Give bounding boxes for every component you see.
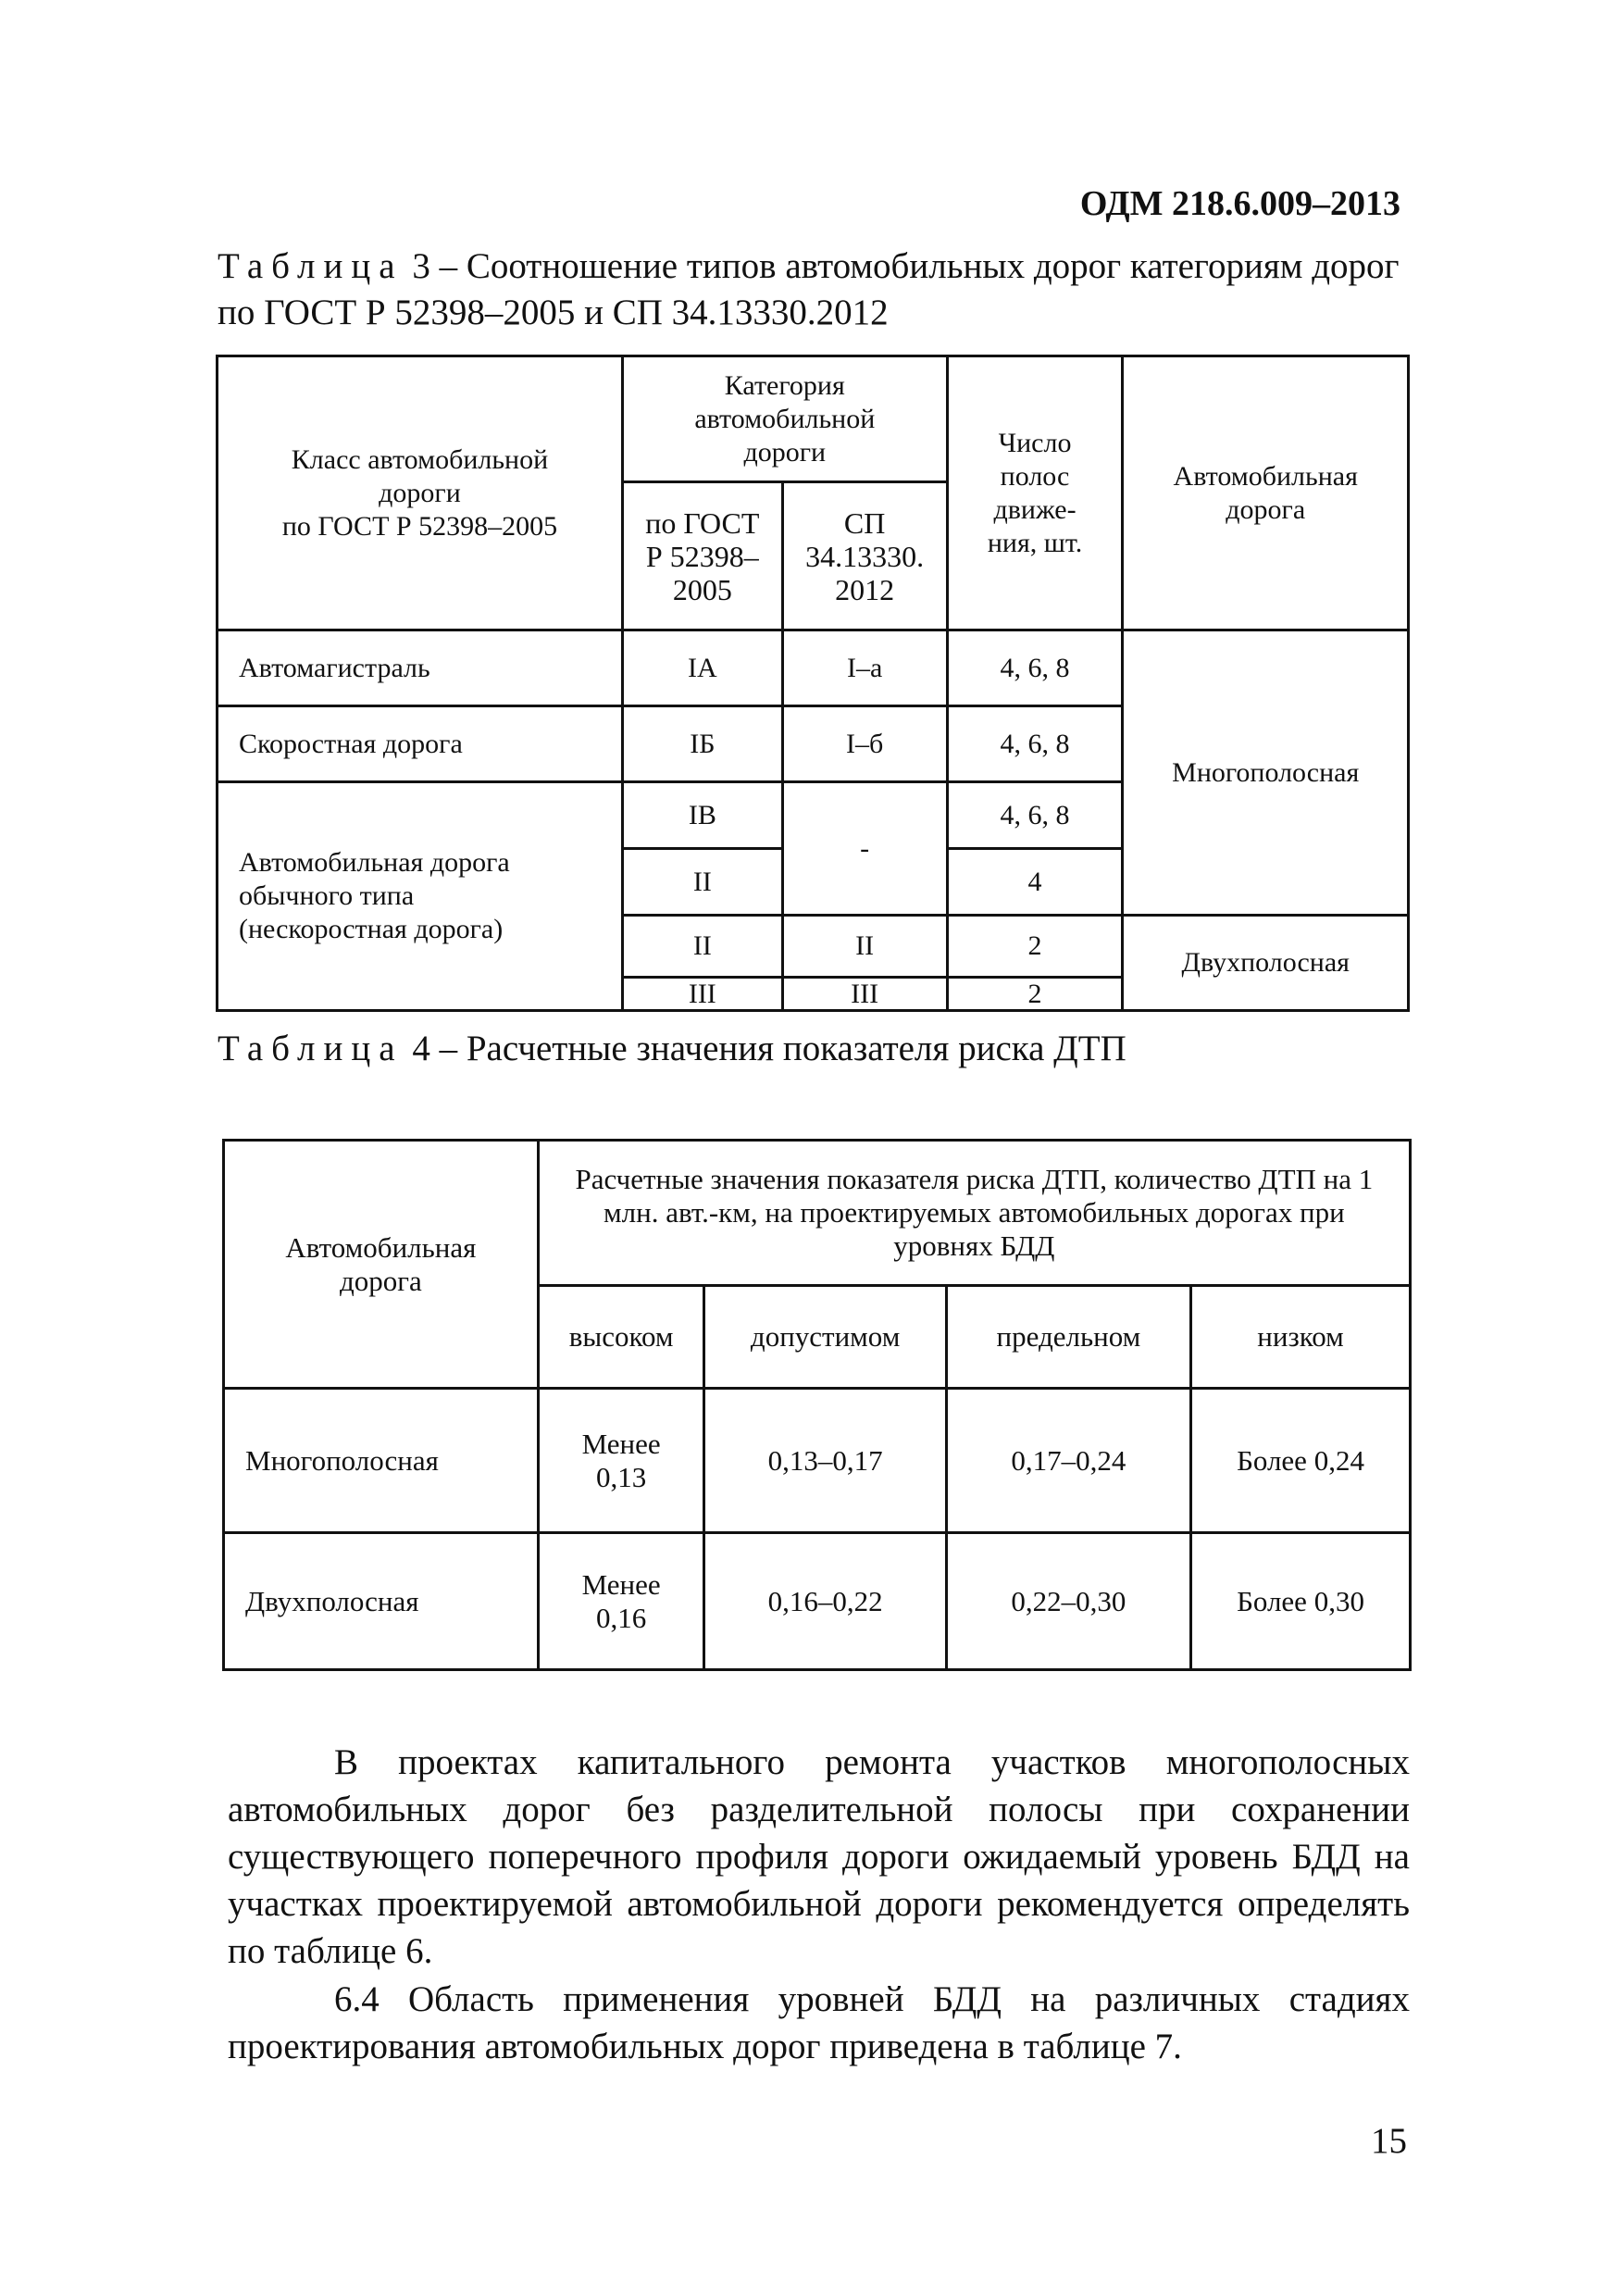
table3-header-class-line2: дороги <box>379 477 461 508</box>
table3-header-category-gost: по ГОСТ Р 52398– 2005 <box>622 482 782 630</box>
table4-header-values: Расчетные значения показателя риска ДТП, количество ДТП на 1 млн. авт.-км, на проектируемых автомобильных дорогах при уровнях БДД <box>538 1141 1410 1286</box>
table3-row2-lanes: 4, 6, 8 <box>947 706 1123 782</box>
table3-header-category: Категория автомобильной дороги <box>622 356 947 482</box>
table3-row1-sp: I–а <box>782 630 947 706</box>
document-code: ОДМ 218.6.009–2013 <box>1079 184 1400 223</box>
table3-caption <box>218 243 1412 336</box>
table4-row1-road: Многополосная <box>224 1389 539 1533</box>
table3-header-road: Автомобильная дорога <box>1123 356 1409 630</box>
table3-header-class-line1: Класс автомобильной <box>291 443 549 475</box>
table3 <box>216 355 1410 1012</box>
table3-row5-lanes: 2 <box>947 916 1123 978</box>
table4-header-high: высоком <box>538 1286 704 1389</box>
table3-row1-class: Автомагистраль <box>218 630 623 706</box>
table4-caption-text: – Расчетные значения показателя риска ДТП <box>429 1029 1126 1068</box>
table3-row6-gost: III <box>622 978 782 1011</box>
table4 <box>222 1139 1412 1671</box>
table4-row1-limit: 0,17–0,24 <box>946 1389 1190 1533</box>
table4-row1-high: Менее 0,13 <box>538 1389 704 1533</box>
table4-row2-high: Менее 0,16 <box>538 1533 704 1670</box>
table3-row3-class-line2: обычного типа <box>239 880 415 911</box>
table3-row3-gost: IВ <box>622 782 782 849</box>
table3-road-twolane: Двухполосная <box>1123 916 1409 1011</box>
table4-row <box>224 1533 1411 1670</box>
table4-row2-low: Более 0,30 <box>1191 1533 1411 1670</box>
table3-row4-gost: II <box>622 849 782 916</box>
table4-row2-acceptable: 0,16–0,22 <box>704 1533 946 1670</box>
table3-row3-sp: - <box>782 782 947 916</box>
table4-caption <box>218 1026 1412 1072</box>
table3-row3-class-line3: (нескоростная дорога) <box>239 914 504 944</box>
table3-row2-class: Скоростная дорога <box>218 706 623 782</box>
table3-row5-gost: II <box>622 916 782 978</box>
table3-row2-sp: I–б <box>782 706 947 782</box>
table3-road-multilane: Многополосная <box>1123 630 1409 916</box>
table4-row2-road: Двухполосная <box>224 1533 539 1670</box>
table4-row <box>224 1389 1411 1533</box>
table3-row3-lanes: 4, 6, 8 <box>947 782 1123 849</box>
table3-row1-gost: IА <box>622 630 782 706</box>
table3-row2-gost: IБ <box>622 706 782 782</box>
table4-header-acceptable: допустимом <box>704 1286 946 1389</box>
table4-header-low: низком <box>1191 1286 1411 1389</box>
table3-header-class-line3: по ГОСТ Р 52398–2005 <box>281 510 558 542</box>
table3-header-class <box>218 356 623 630</box>
table3-row6-lanes: 2 <box>947 978 1123 1011</box>
table3-row6-sp: III <box>782 978 947 1011</box>
body-paragraph-1: В проектах капитального ремонта участков многополосных автомобильных дорог без разделительной полосы при сохранении существующего поперечного профиля дороги ожидаемый уровень БДД на участках проектируемой автомобильной дороги рекомендуется определять по таблице 6. <box>228 1742 1410 1971</box>
table4-header-road: Автомобильная дорога <box>224 1141 539 1389</box>
table3-header-lanes: Число полос движе- ния, шт. <box>947 356 1123 630</box>
table4-caption-prefix: Таблица <box>218 1029 404 1068</box>
table3-row5-sp: II <box>782 916 947 978</box>
table3-row4-lanes: 4 <box>947 849 1123 916</box>
table3-header-category-sp: СП 34.13330. 2012 <box>782 482 947 630</box>
table3-caption-text: – Соотношение типов автомобильных дорог категориям дорог по ГОСТ Р 52398–2005 и СП 34.13330.2012 <box>218 246 1400 332</box>
table4-row2-limit: 0,22–0,30 <box>946 1533 1190 1670</box>
table3-row1-lanes: 4, 6, 8 <box>947 630 1123 706</box>
table3-row3-class-line1: Автомобильная дорога <box>239 847 510 878</box>
table4-header-limit: предельном <box>946 1286 1190 1389</box>
page-number: 15 <box>1371 2121 1407 2161</box>
table3-row3-class <box>218 782 623 1011</box>
table4-row1-acceptable: 0,13–0,17 <box>704 1389 946 1533</box>
table4-row1-low: Более 0,24 <box>1191 1389 1411 1533</box>
table4-caption-number: 4 <box>403 1029 430 1068</box>
table3-caption-number: 3 <box>403 246 430 286</box>
body-paragraph-2: 6.4 Область применения уровней БДД на различных стадиях проектирования автомобильных дорог приведена в таблице 7. <box>228 1979 1410 2066</box>
table3-caption-prefix: Таблица <box>218 246 404 286</box>
